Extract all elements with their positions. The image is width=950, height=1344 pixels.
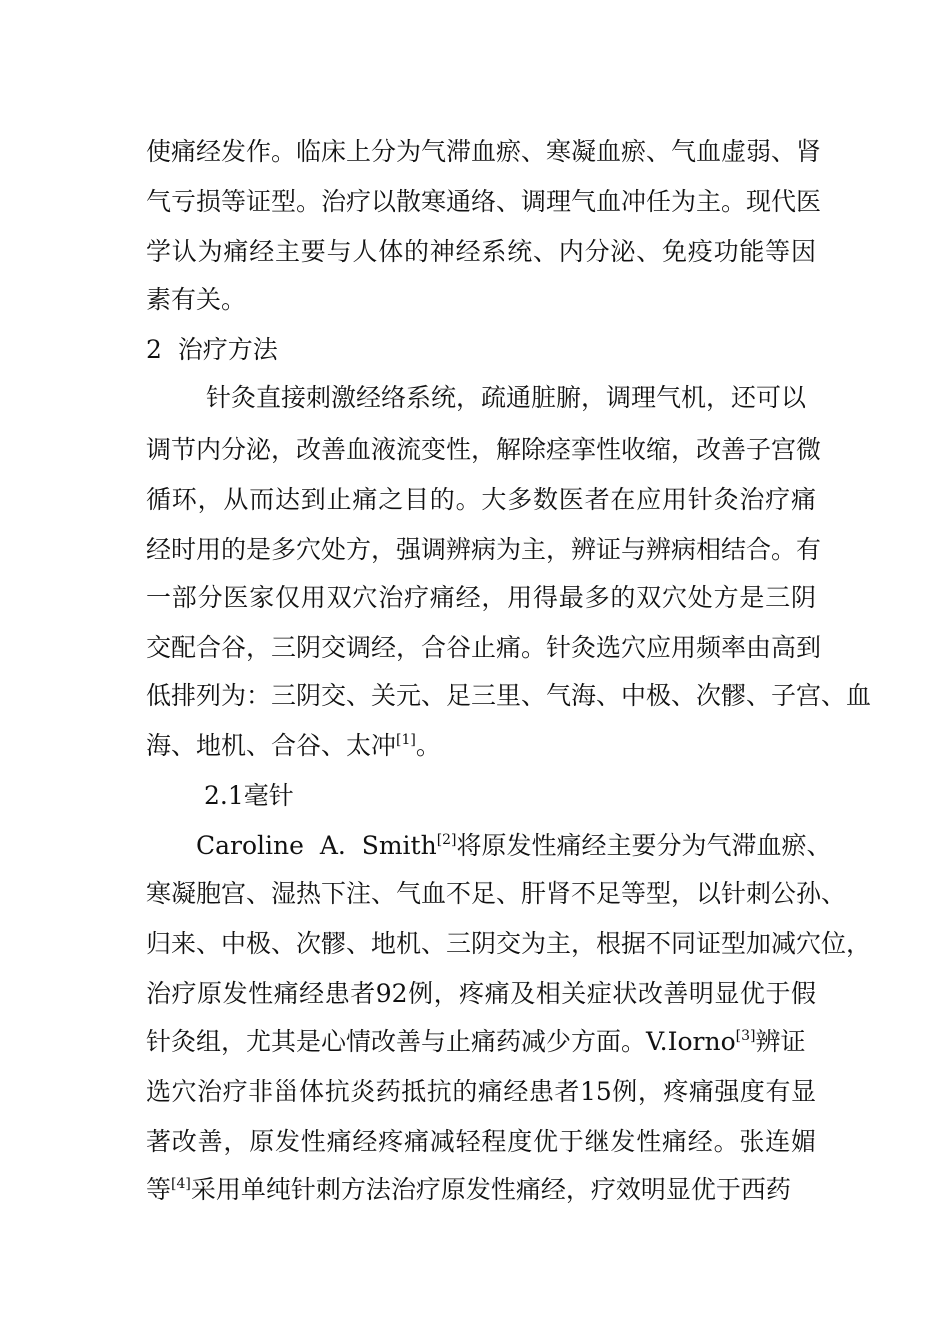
text-line-11: 交配合谷，三阴交调经，合谷止痛。针灸选穴应用频率由高到 xyxy=(146,633,822,662)
citation-1: [1] xyxy=(396,732,416,748)
text-line-15 xyxy=(196,826,832,866)
text-segment: 采用单纯针刺方法治疗原发性痛经，疗效明显优于西药 xyxy=(190,1175,791,1204)
text-segment: 。 xyxy=(415,731,441,760)
text-segment: Caroline A. Smith xyxy=(196,831,437,860)
text-segment: 等 xyxy=(146,1175,172,1204)
text-line-18: 治疗原发性痛经患者92例，疼痛及相关症状改善明显优于假 xyxy=(146,979,816,1008)
citation-2: [2] xyxy=(436,832,457,848)
text-segment: 将原发性痛经主要分为气滞血瘀、 xyxy=(456,831,832,860)
text-line-17: 归来、中极、次髎、地机、三阴交为主，根据不同证型加减穴位， xyxy=(146,929,872,958)
text-line-19 xyxy=(146,1022,816,1062)
citation-4: [4] xyxy=(171,1176,191,1192)
text-line-1: 使痛经发作。临床上分为气滞血瘀、寒凝血瘀、气血虚弱、肾 xyxy=(146,137,822,166)
text-line-22 xyxy=(146,1170,816,1210)
text-line-4: 素有关。 xyxy=(146,285,247,314)
text-segment: 海、地机、合谷、太冲 xyxy=(146,731,397,760)
section-heading-2: 2 治疗方法 xyxy=(146,335,278,364)
text-line-10: 一部分医家仅用双穴治疗痛经，用得最多的双穴处方是三阴 xyxy=(146,583,816,612)
text-line-20: 选穴治疗非甾体抗炎药抵抗的痛经患者15例，疼痛强度有显 xyxy=(146,1077,816,1106)
text-line-12: 低排列为：三阴交、关元、足三里、气海、中极、次髎、子宫、血 xyxy=(146,681,872,710)
citation-3: [3] xyxy=(735,1028,756,1044)
text-segment: 针灸组，尤其是心情改善与止痛药减少方面。V.Iorno xyxy=(146,1027,736,1056)
text-line-9: 经时用的是多穴处方，强调辨病为主，辨证与辨病相结合。有 xyxy=(146,535,822,564)
text-line-21: 著改善，原发性痛经疼痛减轻程度优于继发性痛经。张连媚 xyxy=(146,1127,816,1156)
text-segment: 辨证 xyxy=(755,1027,806,1056)
text-line-8: 循环，从而达到止痛之目的。大多数医者在应用针灸治疗痛 xyxy=(146,485,816,514)
text-line-3: 学认为痛经主要与人体的神经系统、内分泌、免疫功能等因 xyxy=(146,237,816,266)
subsection-heading-2-1: 2.1毫针 xyxy=(204,781,294,810)
text-line-7: 调节内分泌，改善血液流变性，解除痉挛性收缩，改善子宫微 xyxy=(146,435,822,464)
text-line-16: 寒凝胞宫、湿热下注、气血不足、肝肾不足等型，以针刺公孙、 xyxy=(146,879,847,908)
text-line-2: 气亏损等证型。治疗以散寒通络、调理气血冲任为主。现代医 xyxy=(146,187,822,216)
text-line-6: 针灸直接刺激经络系统，疏通脏腑，调理气机，还可以 xyxy=(206,383,807,412)
text-line-13 xyxy=(146,726,816,766)
